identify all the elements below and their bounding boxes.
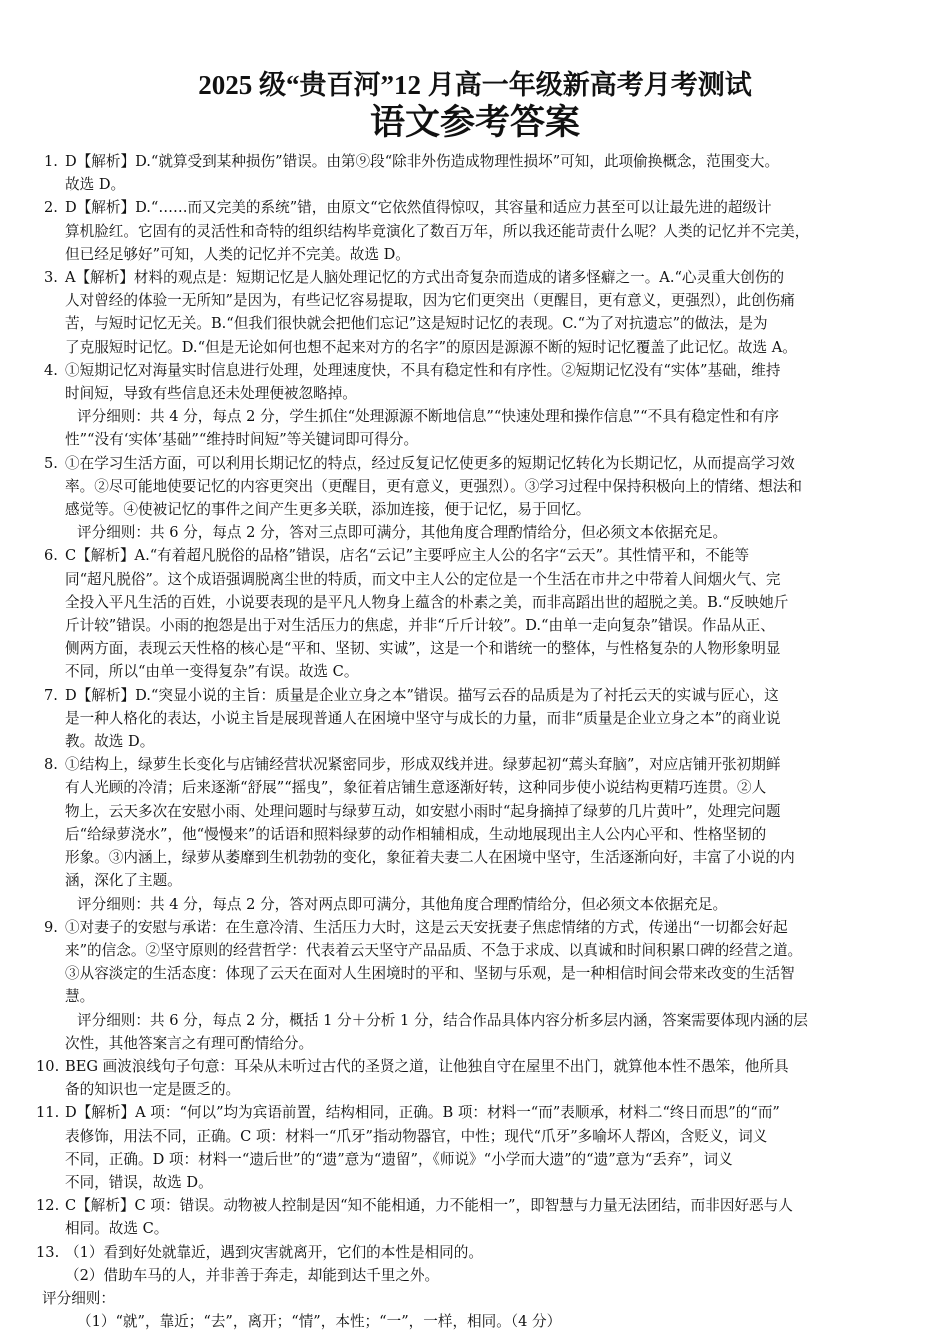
answer-line: 算机脸红。它固有的灵活性和奇特的组织结构毕竟演化了数百万年，所以我还能苛责什么呢？人类的记忆并不完美， <box>65 222 810 240</box>
answer-line: 后“给绿萝浇水”，他“慢慢来”的话语和照料绿萝的动作相辅相成，生动地展现出主人公内心平和、性格坚韧的 <box>65 825 767 843</box>
answer-line: 全投入平凡生活的百姓，小说要表现的是平凡人物身上蕴含的朴素之美，而非高蹈出世的超脱之美。B.“反映她斤 <box>65 593 789 611</box>
scoring-note: 次性，其他答案言之有理可酌情给分。 <box>65 1034 314 1052</box>
answer-line: 涵，深化了主题。 <box>65 872 182 890</box>
answer-line: 不同，所以“由单一变得复杂”有误。故选 C。 <box>65 663 359 681</box>
item-number: 1. <box>44 153 58 170</box>
item-number: 3. <box>44 269 58 287</box>
answer-line: 但已经足够好”可知，人类的记忆并不完美。故选 D。 <box>65 245 410 263</box>
scoring-13-1: （1）“就”，靠近；“去”，离开；“情”，本性；“一”，一样，相同。（4 分） <box>77 1313 562 1331</box>
item-number: 9. <box>44 918 58 936</box>
item-number: 7. <box>44 686 58 704</box>
answer-item <box>30 1055 920 1101</box>
answer-line: C【解析】C 项：错误。动物被人控制是因“知不能相通，力不能相一”，即智慧与力量无法团结，而非因好恶与人 <box>65 1197 793 1215</box>
item-number: 6. <box>44 547 58 565</box>
answer-line: ①在学习生活方面，可以利用长期记忆的特点，经过反复记忆使更多的短期记忆转化为长期记忆，从而提高学习效 <box>65 454 795 472</box>
answer-line: 有人光顾的冷清；后来逐渐“舒展”“摇曳”，象征着店铺生意逐渐好转，这种同步使小说结构更精巧连贯。②人 <box>65 779 767 797</box>
answer-item <box>30 452 920 545</box>
answer-line: 物上，云天多次在安慰小雨、处理问题时与绿萝互动，如安慰小雨时“起身摘掉了绿萝的几片黄叶”，处理完问题 <box>65 802 781 820</box>
answer-line: 同“超凡脱俗”。这个成语强调脱离尘世的特质，而文中主人公的定位是一个生活在市井之中带着人间烟火气、完 <box>65 570 781 588</box>
scoring-note: 评分细则：共 4 分，每点 2 分，答对两点即可满分，其他角度合理酌情给分，但必须文本依据充足。 <box>77 895 728 913</box>
answer-line: 时间短，导致有些信息还未处理便被忽略掉。 <box>65 385 357 403</box>
answer-item <box>30 266 920 359</box>
answer-line: 是一种人格化的表达，小说主旨是展现普通人在困境中坚守与成长的力量，而非“质量是企业立身之本”的商业说 <box>65 709 781 727</box>
answer-item <box>30 916 920 1055</box>
item-number: 13. <box>36 1243 60 1261</box>
answer-line: 感觉等。④使被记忆的事件之间产生更多关联，添加连接，便于记忆，易于回忆。 <box>65 501 591 519</box>
answer-13-1: （1）看到好处就靠近，遇到灾害就离开，它们的本性是相同的。 <box>65 1243 483 1261</box>
answer-line: ③从容淡定的生活态度：体现了云天在面对人生困境时的平和、坚韧与乐观，是一种相信时间会带来改变的生活智 <box>65 965 795 983</box>
answer-line: 侧两方面，表现云天性格的核心是“平和、坚韧、实诚”，这是一个和谐统一的整体，与性格复杂的人物形象明显 <box>65 640 781 658</box>
answer-line: 备的知识也一定是匮乏的。 <box>65 1081 241 1099</box>
answer-item <box>30 196 920 266</box>
answer-item <box>30 359 920 452</box>
answer-line: A【解析】材料的观点是：短期记忆是人脑处理记忆的方式出奇复杂而造成的诸多怪癖之一。A.“心灵重大创伤的 <box>65 269 785 287</box>
answer-item <box>30 1194 920 1240</box>
answer-line: ①结构上，绿萝生长变化与店铺经营状况紧密同步，形成双线并进。绿萝起初“蔫头耷脑”，对应店铺开张初期鲜 <box>65 756 781 774</box>
scoring-title-13: 评分细则： <box>42 1289 115 1307</box>
scoring-note: 评分细则：共 6 分，每点 2 分，概括 1 分＋分析 1 分，结合作品具体内容分析多层内涵，答案需要体现内涵的层 <box>77 1011 808 1029</box>
answer-line: 不同，错误，故选 D。 <box>65 1173 213 1191</box>
answer-line: D【解析】A 项：“何以”均为宾语前置，结构相同，正确。B 项：材料一“而”表顺承，材料二“终日而思”的“而” <box>65 1104 780 1122</box>
item-number: 11. <box>36 1104 60 1122</box>
answer-line: 率。②尽可能地使要记忆的内容更突出（更醒目，更有意义，更强烈）。③学习过程中保持积极向上的情绪、想法和 <box>65 477 802 495</box>
answer-line: 慧。 <box>65 988 95 1006</box>
answer-line: 教。故选 D。 <box>65 733 155 751</box>
answer-line: 苦，与短时记忆无关。B.“但我们很快就会把他们忘记”这是短时记忆的表现。C.“为了对抗遗忘”的做法，是为 <box>65 315 768 333</box>
item-number: 8. <box>44 756 58 774</box>
item-number: 10. <box>36 1057 60 1075</box>
item-number: 4. <box>44 361 58 379</box>
answer-line: 了克服短时记忆。D.“但是无论如何也想不起来对方的名字”的原因是源源不断的短时记忆覆盖了此记忆。故选 A。 <box>65 338 797 356</box>
answer-line: BEG 画波浪线句子句意：耳朵从未听过古代的圣贤之道，让他独自守在屋里不出门，就算他本性不愚笨，他所具 <box>65 1057 789 1075</box>
answer-line: ①对妻子的安慰与承诺：在生意冷清、生活压力大时，这是云天安抚妻子焦虑情绪的方式，传递出“一切都会好起 <box>65 918 788 936</box>
scoring-note: 评分细则：共 6 分，每点 2 分，答对三点即可满分，其他角度合理酌情给分，但必须文本依据充足。 <box>77 524 728 542</box>
answer-line: ①短期记忆对海量实时信息进行处理，处理速度快，不具有稳定性和有序性。②短期记忆没有“实体”基础，维持 <box>65 361 781 379</box>
answer-list <box>30 150 920 1241</box>
scoring-note: 性”“没有‘实体’基础”“维持时间短”等关键词即可得分。 <box>65 431 419 449</box>
answer-item <box>30 684 920 754</box>
answer-line: D【解析】D.“……而又完美的系统”错，由原文“它依然值得惊叹，其容量和适应力甚至可以让最先进的超级计 <box>65 199 772 217</box>
scoring-note: 评分细则：共 4 分，每点 2 分，学生抓住“处理源源不断地信息”“快速处理和操作信息”“不具有稳定性和有序 <box>77 408 779 426</box>
answer-item <box>30 1101 920 1194</box>
page-subtitle: 语文参考答案 <box>369 102 580 143</box>
answer-item <box>30 544 920 683</box>
page-title: 2025 级“贵百河”12 月高一年级新高考月考测试 <box>198 70 752 100</box>
answer-item <box>30 150 920 196</box>
answer-line: 不同，正确。D 项：材料一“遗后世”的“遗”意为“遗留”，《师说》“小学而大遗”的“遗”意为“丢弃”，词义 <box>65 1150 733 1168</box>
answer-line: D【解析】D.“就算受到某种损伤”错误。由第⑨段“除非外伤造成物理性损坏”可知，此项偷换概念，范围变大。 <box>65 153 780 170</box>
answer-line: 来”的信念。②坚守原则的经营哲学：代表着云天坚守产品品质、不急于求成、以真诚和时间积累口碑的经营之道。 <box>65 941 803 959</box>
answer-line: 斤计较”错误。小雨的抱怨是出于对生活压力的焦虑，并非“斤斤计较”。D.“由单一走向复杂”错误。作品从正、 <box>65 617 775 635</box>
item-number: 5. <box>44 454 58 472</box>
answer-line: 人对曾经的体验一无所知”是因为，有些记忆容易提取，因为它们更突出（更醒目，更有意义，更强烈），此创伤痛 <box>65 292 795 310</box>
answer-line: 形象。③内涵上，绿萝从萎靡到生机勃勃的变化，象征着夫妻二人在困境中坚守，生活逐渐向好，丰富了小说的内 <box>65 849 795 867</box>
answer-line: 故选 D。 <box>65 176 126 194</box>
answer-13-2: （2）借助车马的人，并非善于奔走，却能到达千里之外。 <box>65 1266 440 1284</box>
answer-line: D【解析】D.“突显小说的主旨：质量是企业立身之本”错误。描写云吞的品质是为了衬托云天的实诚与匠心，这 <box>65 686 779 704</box>
answer-item-13 <box>30 1241 920 1287</box>
item-number: 12. <box>36 1197 60 1215</box>
answer-line: 相同。故选 C。 <box>65 1220 169 1238</box>
answer-item <box>30 753 920 915</box>
answer-line: 表修饰，用法不同，正确。C 项：材料一“爪牙”指动物器官，中性；现代“爪牙”多喻坏人帮凶，含贬义，词义 <box>65 1127 768 1145</box>
answer-line: C【解析】A.“有着超凡脱俗的品格”错误，店名“云记”主要呼应主人公的名字“云天”。其性情平和，不能等 <box>65 547 750 565</box>
item-number: 2. <box>44 199 58 217</box>
